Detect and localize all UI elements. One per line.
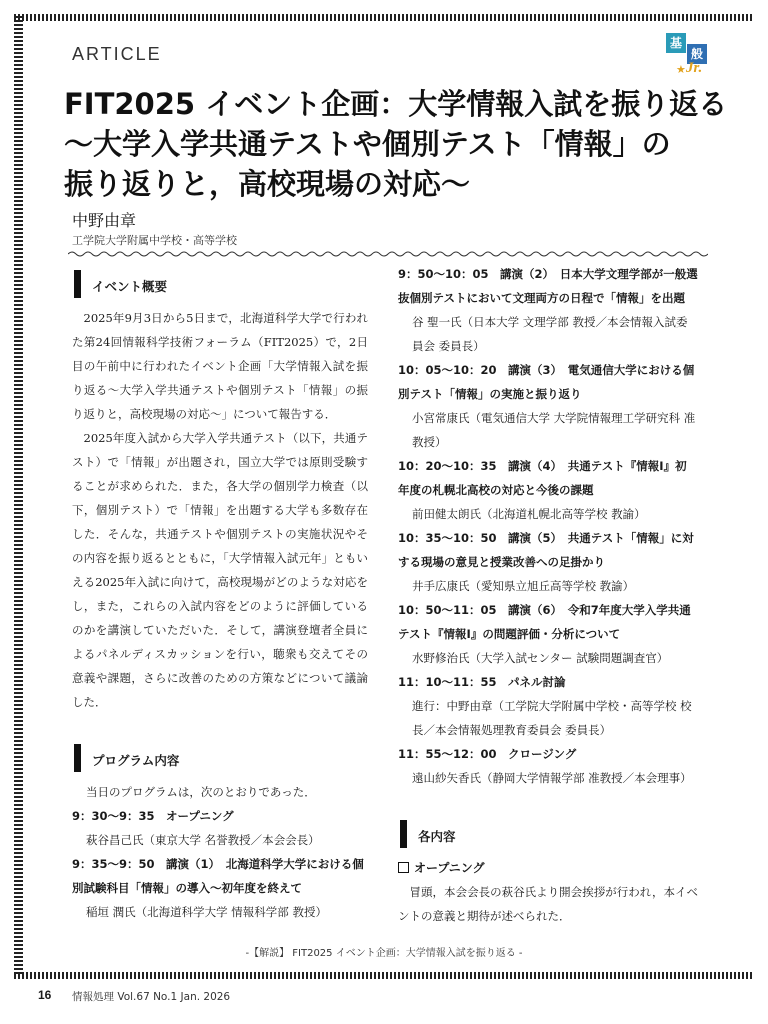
program-item: [72, 852, 368, 924]
program-item-title: 9：50〜10：05 講演（2） 日本大学文理学部が一般選抜個別テストにおいて文理両方の日程で「情報」を出題: [398, 267, 698, 305]
program-item-title: 11：55〜12：00 クロージング: [398, 747, 577, 761]
program-heading-text: プログラム内容: [92, 753, 180, 768]
title-line: 振り返りと，高校現場の対応〜: [64, 167, 471, 201]
program-item-title: 10：20〜10：35 講演（4） 共通テスト『情報Ⅰ』初年度の札幌北高校の対応と今後の課題: [398, 459, 687, 497]
program-item-title: 10：35〜10：50 講演（5） 共通テスト「情報」に対する現場の意見と授業改善への足掛かり: [398, 531, 694, 569]
contents-heading-text: 各内容: [418, 829, 456, 844]
heading-bar: [400, 820, 407, 848]
heading-bar: [74, 270, 81, 298]
overview-heading-text: イベント概要: [92, 279, 168, 294]
page-number: 16: [38, 988, 52, 1002]
program-item: [398, 670, 698, 742]
program-item-speaker: 井手広康氏（愛知県立旭丘高等学校 教諭）: [412, 579, 635, 593]
left-column: [72, 268, 368, 924]
right-column: [398, 262, 698, 928]
author-name: 中野由章: [72, 211, 137, 230]
program-item: [398, 598, 698, 670]
program-item-speaker: 進行：中野由章（工学院大学附属中学校・高等学校 校長／本会情報処理教育委員会 委員長）: [412, 699, 692, 737]
program-item-title: 9：35〜9：50 講演（1） 北海道科学大学における個別試験科目「情報」の導入〜初年度を終えて: [72, 857, 364, 895]
program-item-speaker: 稲垣 潤氏（北海道科学大学 情報科学部 教授）: [86, 905, 327, 919]
program-item-title: 9：30〜9：35 オープニング: [72, 809, 234, 823]
program-item: [72, 804, 368, 852]
overview-paragraph: 2025年9月3日から5日まで，北海道科学大学で行われた第24回情報科学技術フォーラム（FIT2025）で，2日目の午前中に行われたイベント企画「大学情報入試を振り返る〜大学入学共通テストや個別テスト「情報」の振り返りと，高校現場の対応〜」について報告する．: [72, 311, 368, 421]
program-item: [398, 742, 698, 790]
program-item-title: 10：05〜10：20 講演（3） 電気通信大学における個別テスト「情報」の実施と振り返り: [398, 363, 695, 401]
running-caption: -【解説】 FIT2025 イベント企画：大学情報入試を振り返る -: [245, 948, 523, 959]
star-icon: ★: [676, 63, 686, 76]
program-item-title: 11：10〜11：55 パネル討論: [398, 675, 566, 689]
program-item: [398, 526, 698, 598]
program-item: [398, 358, 698, 454]
badge-kanji-2: 般: [687, 44, 707, 64]
program-item-speaker: 谷 聖一氏（日本大学 文理学部 教授／本会情報入試委員会 委員長）: [412, 315, 688, 353]
left-border: [14, 16, 23, 974]
program-heading: [72, 742, 368, 772]
badge-jr: Jr.: [686, 60, 703, 76]
opening-subheading-text: オープニング: [414, 861, 485, 875]
program-item: [398, 454, 698, 526]
author-affiliation: 工学院大学附属中学校・高等学校: [72, 234, 237, 247]
program-item-speaker: 前田健太朗氏（北海道札幌北高等学校 教諭）: [412, 507, 646, 521]
wavy-divider: [68, 250, 708, 258]
overview-paragraph: 2025年度入試から大学入学共通テスト（以下，共通テスト）で「情報」が出題され，国立大学では原則受験することが求められた．また，各大学の個別学力検査（以下，個別テスト）で「情報」を出題する大学も多数存在した．そんな，共通テストや個別テストの実施状況やその内容を振り返るとともに，「大学情報入試元年」ともいえる2025年入試に向けて，高校現場がどのような対応をし，また，これらの入試内容をどのように評価しているのかを講演していただいた．そして，講演登壇者全員によるパネルディスカッションを行い，聴衆も交えてその意義や課題，さらに改善のための方策などについて議論した．: [72, 431, 368, 709]
program-intro: 当日のプログラムは，次のとおりであった．: [86, 785, 316, 799]
badge-kanji-1: 基: [666, 33, 686, 53]
program-item-title: 10：50〜11：05 講演（6） 令和7年度大学入学共通テスト『情報Ⅰ』の問題評価・分析について: [398, 603, 691, 641]
section-label: ARTICLE: [72, 44, 162, 64]
opening-subheading: [398, 856, 698, 880]
program-item: [398, 262, 698, 358]
heading-bar: [74, 744, 81, 772]
program-item-speaker: 水野修治氏（大学入試センター 試験問題調査官）: [412, 651, 669, 665]
general-jr-badge-icon: [666, 33, 722, 81]
overview-heading: [72, 268, 368, 298]
opening-paragraph: 冒頭，本会会長の萩谷氏より開会挨拶が行われ，本イベントの意義と期待が述べられた．: [398, 885, 698, 923]
journal-info: 情報処理 Vol.67 No.1 Jan. 2026: [72, 991, 231, 1003]
program-item-speaker: 遠山紗矢香氏（静岡大学情報学部 准教授／本会理事）: [412, 771, 692, 785]
contents-heading: [398, 818, 698, 848]
title-line: FIT2025 イベント企画：大学情報入試を振り返る: [64, 87, 728, 121]
program-item-speaker: 小宮常康氏（電気通信大学 大学院情報理工学研究科 准教授）: [412, 411, 696, 449]
top-border: [14, 14, 754, 21]
program-item-speaker: 萩谷昌己氏（東京大学 名誉教授／本会会長）: [86, 833, 320, 847]
bottom-border: [14, 972, 754, 979]
article-title: [64, 84, 728, 204]
title-line: 〜大学入学共通テストや個別テスト「情報」の: [64, 127, 671, 161]
checkbox-square-icon: [398, 862, 409, 873]
